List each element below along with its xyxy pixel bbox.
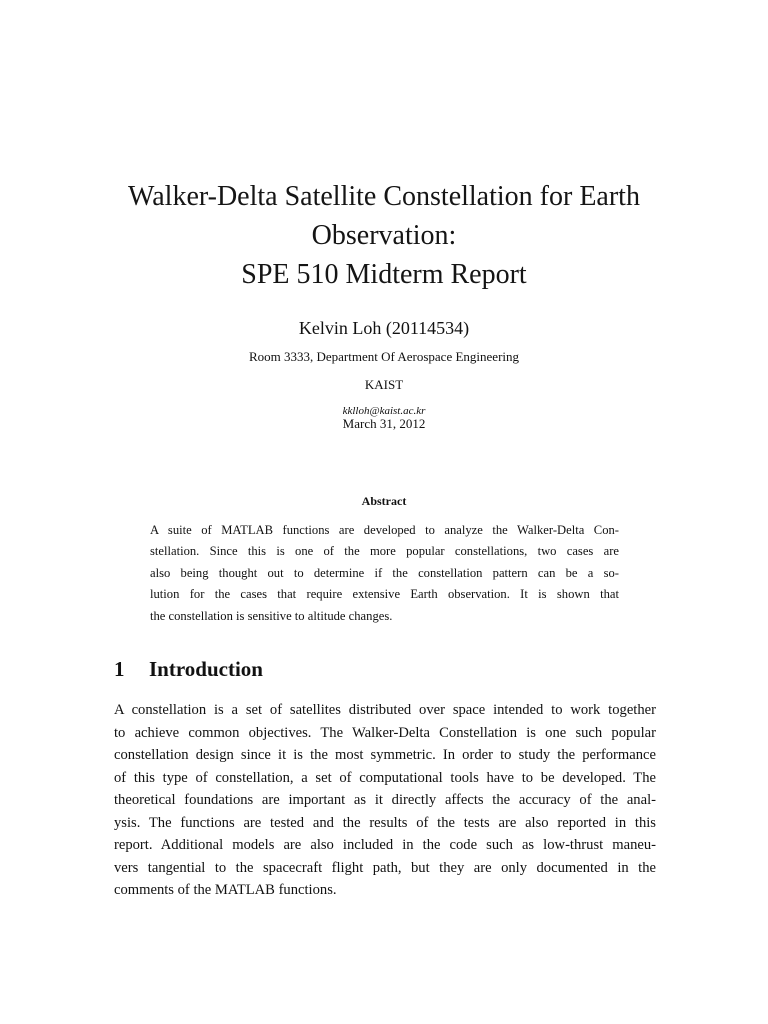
paragraph-line: vers tangential to the spacecraft flight path, but they are only documented in the xyxy=(114,859,656,876)
paragraph-line: to achieve common objectives. The Walker-Delta Constellation is one such popular xyxy=(114,724,656,741)
abstract-line: the constellation is sensitive to altitude changes. xyxy=(150,608,393,623)
paragraph-line: A constellation is a set of satellites distributed over space intended to work together xyxy=(114,702,656,718)
paper-title xyxy=(0,177,768,294)
paragraph-line: comments of the MATLAB functions. xyxy=(114,882,337,898)
author-institute: KAIST xyxy=(364,377,404,392)
abstract-line: A suite of MATLAB functions are developed to analyze the Walker-Delta Con- xyxy=(150,523,619,537)
paragraph-line: of this type of constellation, a set of computational tools have to be developed. The xyxy=(114,769,656,786)
abstract-line: also being thought out to determine if the constellation pattern can be a so- xyxy=(150,565,619,580)
section-heading xyxy=(114,655,263,683)
abstract-text xyxy=(150,520,619,627)
title-line-1: Walker-Delta Satellite Constellation for Earth xyxy=(128,181,640,212)
author-email: kklloh@kaist.ac.kr xyxy=(342,405,426,417)
abstract-line: stellation. Since this is one of the more popular constellations, two cases are xyxy=(150,544,619,559)
title-line-2: Observation: xyxy=(311,220,457,251)
paragraph-line: ysis. The functions are tested and the results of the tests are also reported in this xyxy=(114,814,656,831)
author-name: Kelvin Loh (20114534) xyxy=(298,318,470,338)
section-title: Introduction xyxy=(149,657,263,681)
paragraph-line: constellation design since it is the most symmetric. In order to study the performance xyxy=(114,747,656,763)
paragraph-line: theoretical foundations are important as it directly affects the accuracy of the anal- xyxy=(114,792,656,808)
abstract-line: lution for the cases that require extensive Earth observation. It is shown that xyxy=(150,587,619,602)
introduction-paragraph xyxy=(114,699,656,902)
abstract-heading: Abstract xyxy=(361,494,407,508)
author-affiliation: Room 3333, Department Of Aerospace Engineering xyxy=(248,349,520,364)
title-line-3: SPE 510 Midterm Report xyxy=(241,259,527,290)
section-number: 1 xyxy=(114,657,125,681)
report-date: March 31, 2012 xyxy=(342,416,426,431)
paragraph-line: report. Additional models are also included in the code such as low-thrust maneu- xyxy=(114,837,656,853)
